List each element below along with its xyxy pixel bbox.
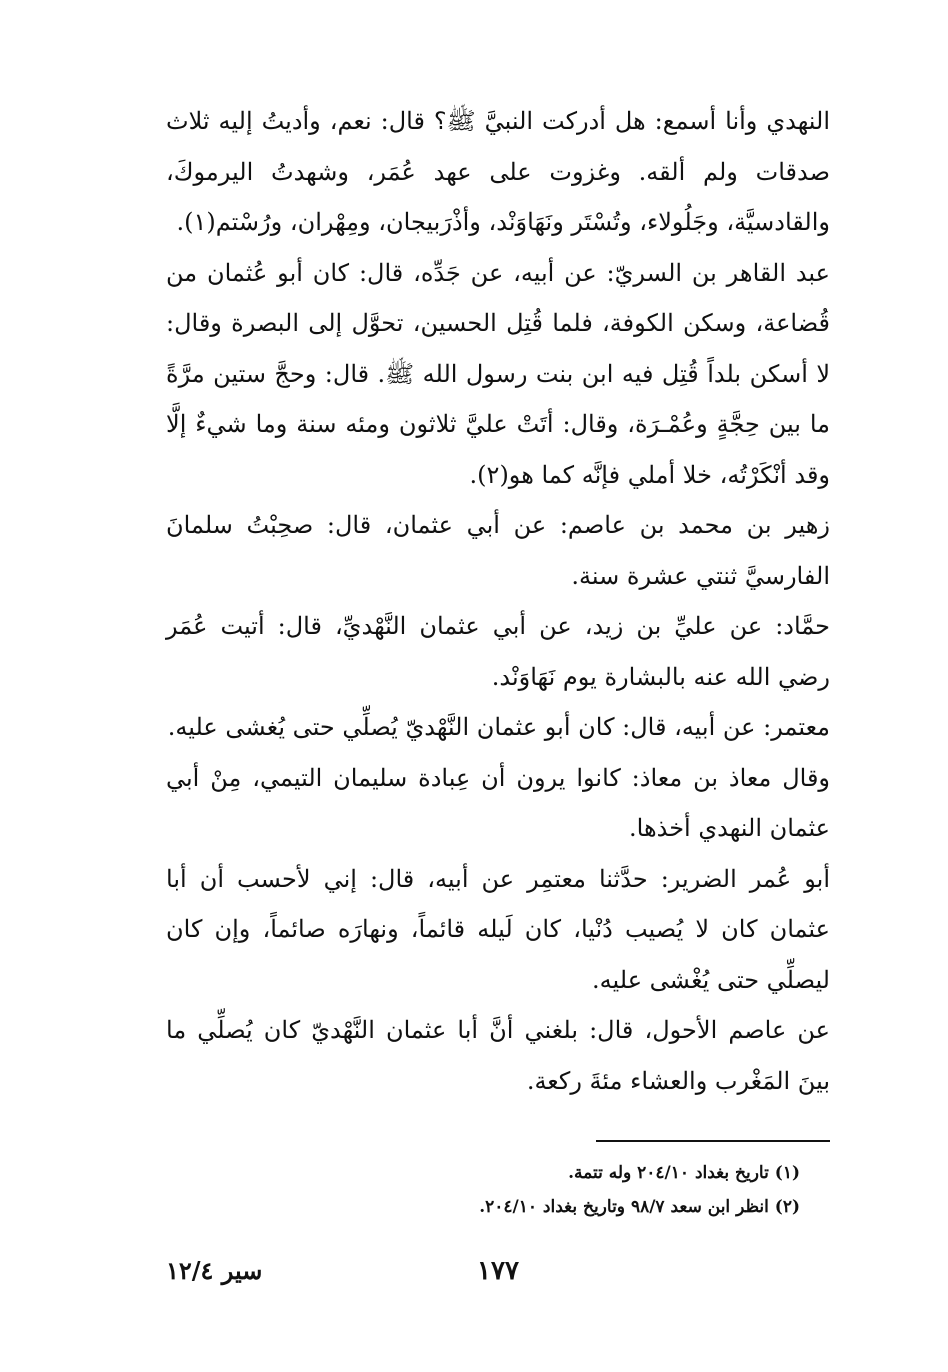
paragraph-muadh: وقال معاذ بن معاذ: كانوا يرون أن عِبادة سليمان التيمي، مِنْ أبي عثمان النهدي أخذها. bbox=[166, 763, 830, 842]
volume-signature: سير ١٢/٤ bbox=[166, 1256, 263, 1285]
paragraph-zuhair: زهير بن محمد بن عاصم: عن أبي عثمان، قال: صحِبْتُ سلمانَ الفارسيَّ ثنتي عشرة سنة. bbox=[166, 511, 830, 590]
paragraph-abdulqahir: عبد القاهر بن السريّ: عن أبيه، عن جَدِّه، قال: كان أبو عُثمان من قُضاعة، وسكن الكوفة، فلما قُتِل الحسين، تحوَّل إلى البصرة وقال: لا أسكن بلداً قُتِل فيه ابن بنت رسول الله ﷺ. قال: وحجَّ ستين مرَّةً ما بين حِجَّةٍ وعُمْـرَة، وقال: أتَتْ عليَّ ثلاثون ومئه سنة وما شيءٌ إلَّا وقد أنْكَرْتُه، خلا أملي فإنَّه كما هو(٢). bbox=[166, 258, 830, 489]
paragraph-abu-umar: أبو عُمر الضرير: حدَّثنا معتمِر عن أبيه، قال: إني لأحسب أن أبا عثمان كان لا يُصيب دُنْيا، كان لَيله قائماً، ونهارَه صائماً، وإن كان ليصلِّي حتى يُغْشى عليه. bbox=[166, 864, 830, 994]
main-text bbox=[166, 96, 830, 1106]
footnote-2: (٢) انظر ابن سعد ٩٨/٧ وتاريخ بغداد ٢٠٤/١٠. bbox=[479, 1197, 800, 1217]
page-number: ١٧٧ bbox=[477, 1256, 519, 1286]
paragraph-asim: عن عاصم الأحول، قال: بلغني أنَّ أبا عثمان النَّهْديّ كان يُصلِّي ما بينَ المَغْرب والعشاء مئةَ ركعة. bbox=[166, 1016, 830, 1095]
paragraph-mutamir: معتمر: عن أبيه، قال: كان أبو عثمان النَّهْديّ يُصلِّي حتى يُغشى عليه. bbox=[167, 713, 830, 741]
paragraph-hammad: حمَّاد: عن عليِّ بن زيد، عن أبي عثمان النَّهْديِّ، قال: أتيت عُمَر رضي الله عنه بالبشارة يوم نَهَاوَنْد. bbox=[166, 612, 830, 691]
page-footer bbox=[166, 1256, 830, 1296]
footnote-divider bbox=[596, 1140, 830, 1142]
footnotes bbox=[166, 1156, 800, 1224]
footnote-1: (١) تاريخ بغداد ٢٠٤/١٠ وله تتمة. bbox=[568, 1163, 800, 1183]
paragraph-continuation: النهدي وأنا أسمع: هل أدركت النبيَّ ﷺ؟ قال: نعم، وأديتُ إليه ثلاث صدقات ولم ألقه. وغزوت على عهد عُمَر، وشهدتُ اليرموكَ، والقادسيَّة، وجَلُولاء، وتُسْتَر ونَهَاوَنْد، وأذْرَبيجان، ومِهْران، ورُسْتم(١). bbox=[166, 107, 830, 236]
